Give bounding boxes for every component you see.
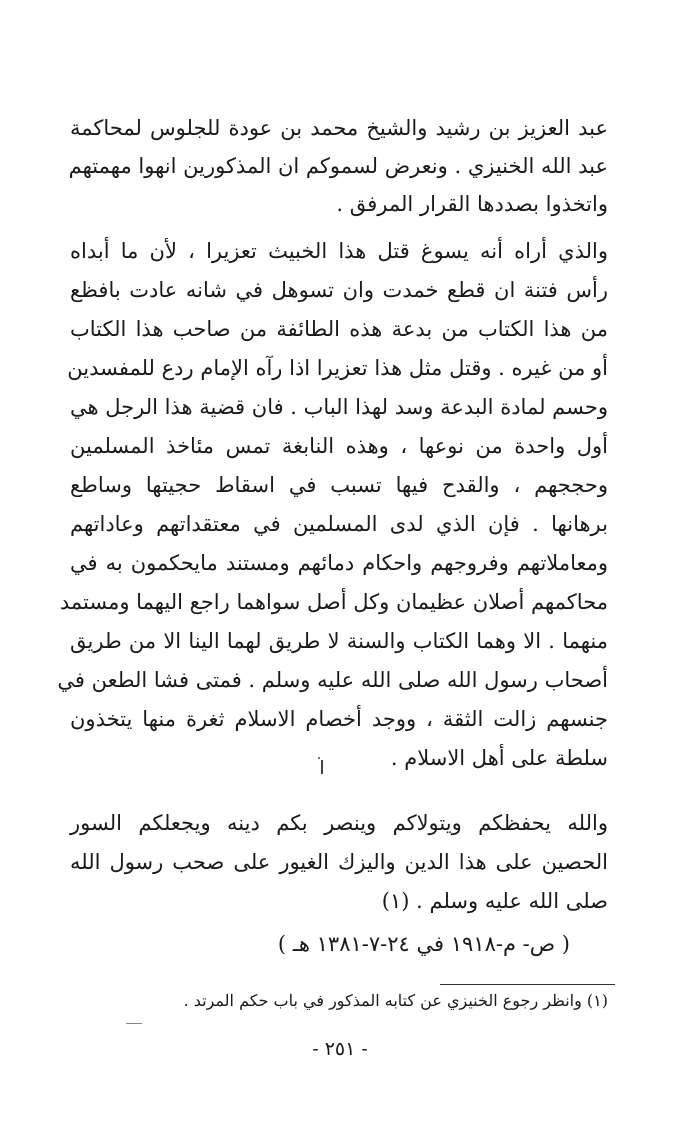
paragraph-2-line-9: ومعاملاتهم وفروجهم واحكام دمائهم ومستند مايحكمون به في bbox=[70, 551, 608, 575]
paragraph-2-line-14: سلطة على أهل الاسلام . bbox=[390, 746, 608, 770]
paragraph-2-line-12: أصحاب رسول الله صلى الله عليه وسلم . فمتى فشا الطعن في bbox=[57, 668, 608, 692]
paragraph-2-line-13: جنسهم زالت الثقة ، ووجد أخصام الاسلام ثغرة منها يتخذون bbox=[70, 707, 608, 731]
paragraph-3-line-2: الحصين على هذا الدين واليزك الغيور على صحب رسول الله bbox=[70, 850, 608, 874]
paragraph-3-line-3: صلى الله عليه وسلم . (١) bbox=[381, 889, 608, 913]
paragraph-1-line-3: واتخذوا بصددها القرار المرفق . bbox=[336, 192, 608, 216]
print-speck bbox=[318, 757, 320, 759]
paragraph-2-line-5: وحسم لمادة البدعة وسد لهذا الباب . فان قضية هذا الرجل هي bbox=[70, 395, 608, 419]
footnote-separator bbox=[440, 984, 615, 985]
paragraph-2-line-4: أو من غيره . وقتل مثل هذا تعزيرا اذا رآه الإمام ردع للمفسدين bbox=[67, 356, 608, 380]
paragraph-1-line-2: عبد الله الخنيزي . ونعرض لسموكم ان المذكورين انهوا مهمتهم bbox=[68, 154, 608, 178]
paragraph-2-line-2: رأس فتنة ان قطع خمدت وان تسوهل في شانه عادت بافظع bbox=[70, 278, 608, 302]
footnote: (١) وانظر رجوع الخنيزي عن كتابه المذكور في باب حكم المرتد . bbox=[183, 991, 608, 1010]
paragraph-2-line-6: أول واحدة من نوعها ، وهذه النابغة تمس مئاخذ المسلمين bbox=[70, 434, 608, 458]
paragraph-2-line-11: منهما . الا وهما الكتاب والسنة لا طريق لهما الينا الا من طريق bbox=[70, 629, 608, 653]
paragraph-3-line-1: والله يحفظكم ويتولاكم وينصر بكم دينه ويجعلكم السور bbox=[70, 811, 608, 835]
paragraph-2-line-8: برهانها . فإن الذي لدى المسلمين في معتقداتهم وعاداتهم bbox=[70, 512, 608, 536]
paragraph-1-line-1: عبد العزيز بن رشيد والشيخ محمد بن عودة للجلوس لمحاكمة bbox=[70, 116, 608, 140]
paragraph-2-line-10: محاكمهم أصلان عظيمان وكل أصل سواهما راجع اليهما ومستمد bbox=[59, 590, 608, 614]
paragraph-2-line-7: وحججهم ، والقدح فيها تسبب في اسقاط حجيتها وساطع bbox=[70, 473, 608, 497]
paragraph-2-line-1: والذي أراه أنه يسوغ قتل هذا الخبيث تعزيرا ، لأن ما أبداه bbox=[70, 239, 608, 263]
print-mark bbox=[321, 760, 323, 774]
page-number: - ٢٥١ - bbox=[312, 1038, 368, 1060]
footnote-end-mark bbox=[126, 1023, 142, 1024]
paragraph-2-line-3: من هذا الكتاب من بدعة هذه الطائفة من صاحب هذا الكتاب bbox=[70, 317, 608, 341]
document-citation: ( ص- م-١٩١٨ في ٢٤-٧-١٣٨١ هـ ) bbox=[277, 932, 570, 956]
